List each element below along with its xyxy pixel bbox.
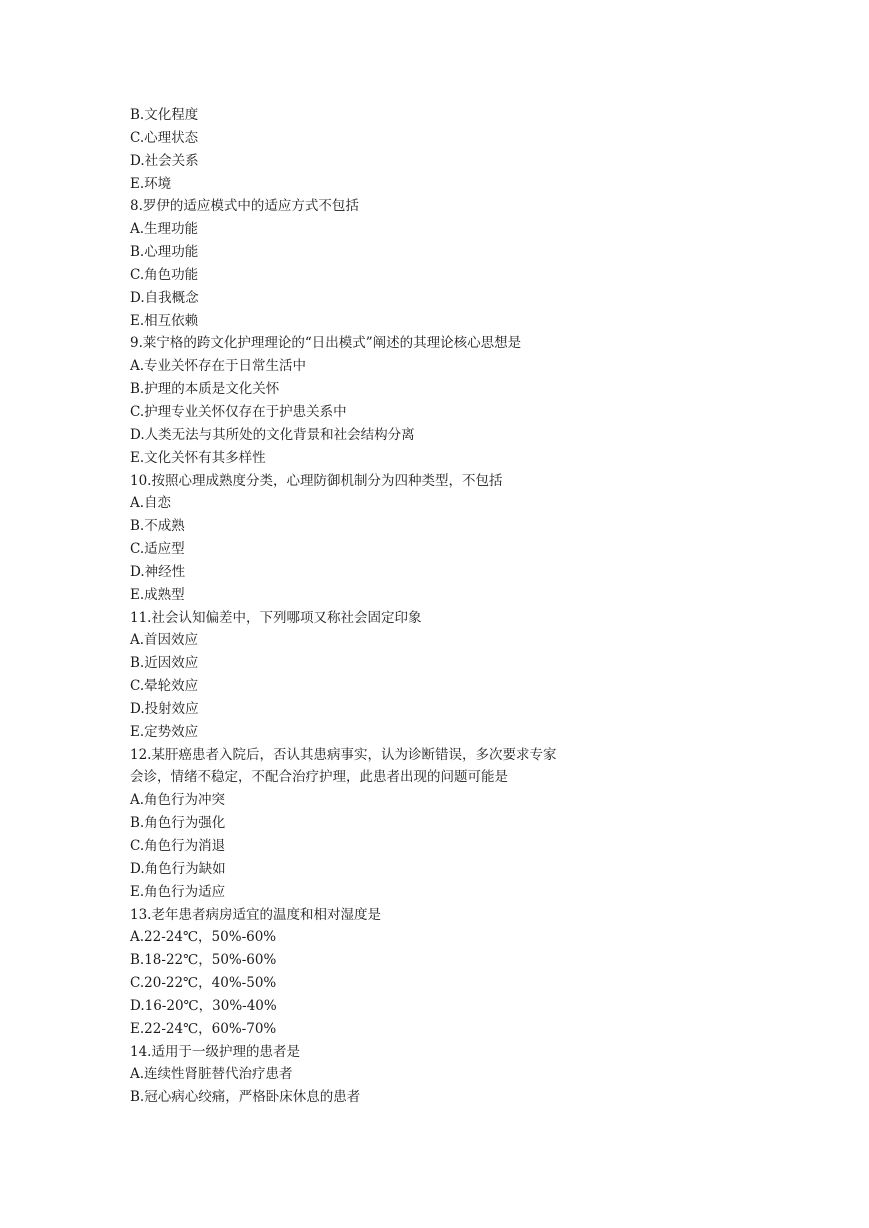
option-line: E.文化关怀有其多样性	[130, 449, 266, 466]
option-line: B.冠心病心绞痛，严格卧床休息的患者	[130, 1089, 361, 1106]
option-line: B.护理的本质是文化关怀	[130, 381, 280, 398]
option-line: E.角色行为适应	[130, 883, 226, 900]
option-line: C.角色功能	[130, 266, 199, 283]
option-line: D.社会关系	[130, 152, 199, 169]
option-line: C.护理专业关怀仅存在于护患关系中	[130, 403, 347, 420]
option-line: C.角色行为消退	[130, 838, 226, 854]
question-line: 13.老年患者病房适宜的温度和相对湿度是	[130, 906, 381, 923]
option-line: B.心理功能	[130, 244, 199, 261]
option-line: A.自恋	[130, 495, 172, 512]
question-line: 8.罗伊的适应模式中的适应方式不包括	[130, 198, 359, 215]
question-line-continued: 会诊，情绪不稳定，不配合治疗护理，此患者出现的问题可能是	[130, 769, 508, 786]
option-line: B.文化程度	[130, 107, 199, 123]
option-line: B.近因效应	[130, 655, 199, 672]
option-line: E.环境	[130, 175, 172, 192]
option-line: A.连续性肾脏替代治疗患者	[130, 1066, 293, 1083]
option-line: C.20-22℃，40%-50%	[130, 975, 277, 992]
option-line: B.18-22℃，50%-60%	[130, 952, 277, 969]
option-line: E.定势效应	[130, 723, 199, 740]
question-line: 10.按照心理成熟度分类，心理防御机制分为四种类型，不包括	[130, 472, 503, 489]
option-line: C.适应型	[130, 541, 185, 558]
option-line: E.相互依赖	[130, 312, 199, 329]
question-line: 11.社会认知偏差中，下列哪项又称社会固定印象	[130, 609, 422, 626]
option-line: D.自我概念	[130, 289, 199, 306]
document-page	[130, 104, 750, 1109]
option-line: D.神经性	[130, 563, 186, 580]
question-line: 14.适用于一级护理的患者是	[130, 1043, 300, 1060]
option-line: B.角色行为强化	[130, 815, 226, 832]
option-line: A.首因效应	[130, 632, 199, 649]
option-line: D.投射效应	[130, 700, 199, 717]
option-line: A.22-24℃，50%-60%	[130, 929, 277, 946]
option-line: B.不成熟	[130, 518, 185, 535]
option-line: C.晕轮效应	[130, 678, 199, 695]
question-line: 9.莱宁格的跨文化护理理论的“日出模式”阐述的其理论核心思想是	[130, 335, 522, 352]
option-line: D.角色行为缺如	[130, 860, 226, 877]
option-line: D.16-20℃，30%-40%	[130, 997, 277, 1014]
option-line: A.生理功能	[130, 221, 199, 238]
option-line: E.成熟型	[130, 586, 185, 603]
option-line: E.22-24℃，60%-70%	[130, 1020, 277, 1037]
option-line: A.角色行为冲突	[130, 792, 226, 809]
option-line: D.人类无法与其所处的文化背景和社会结构分离	[130, 426, 415, 443]
option-line: A.专业关怀存在于日常生活中	[130, 358, 307, 375]
option-line: C.心理状态	[130, 129, 199, 146]
question-line: 12.某肝癌患者入院后，否认其患病事实，认为诊断错误，多次要求专家	[130, 746, 557, 763]
